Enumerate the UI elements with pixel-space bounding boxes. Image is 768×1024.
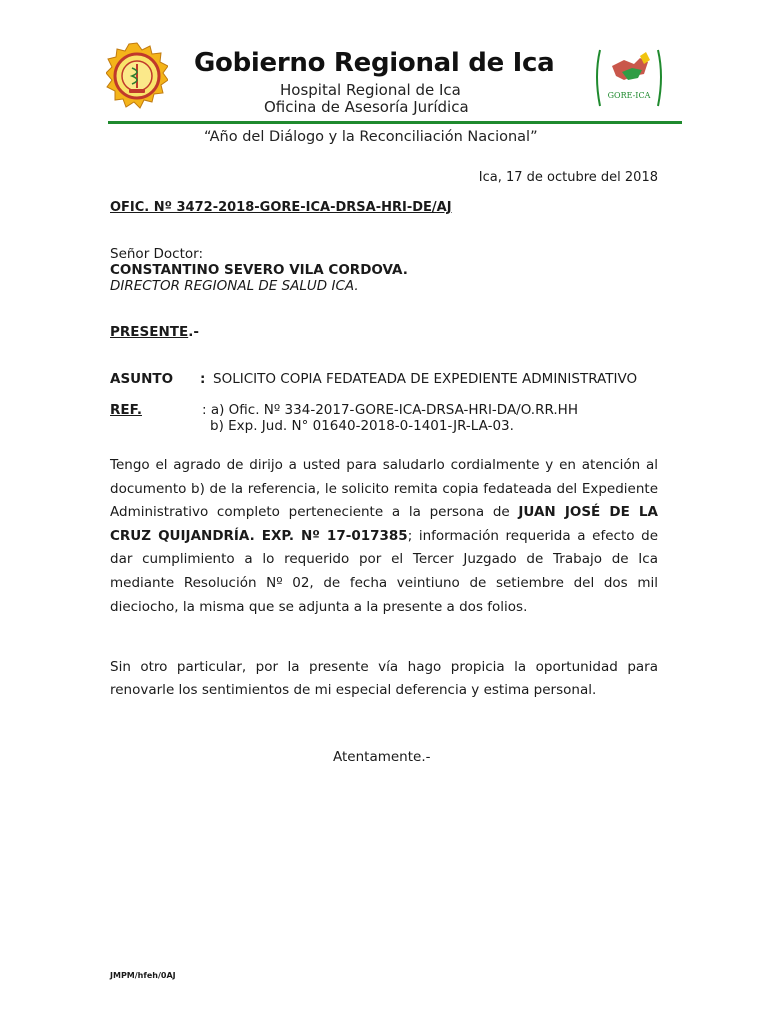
- document-reference-number: OFIC. Nº 3472-2018-GORE-ICA-DRSA-HRI-DE/AJ: [110, 200, 452, 215]
- body-paragraph-1-bold: JUAN JOSÉ DE LA CRUZ QUIJANDRÍA. EXP. Nº 17-017385: [110, 504, 658, 544]
- recipient-name: CONSTANTINO SEVERO VILA CORDOVA.: [110, 262, 408, 278]
- reference-a: : a) Ofic. Nº 334-2017-GORE-ICA-DRSA-HRI-DA/O.RR.HH: [202, 402, 578, 418]
- gore-ica-logo-text: GORE-ICA: [607, 91, 651, 100]
- closing: Atentamente.-: [333, 749, 431, 765]
- header-divider: [108, 121, 682, 124]
- hospital-name: Hospital Regional de Ica: [280, 81, 461, 99]
- office-name: Oficina de Asesoría Jurídica: [264, 98, 469, 116]
- hospital-seal-logo: [106, 42, 168, 112]
- body-paragraph-1: [110, 454, 658, 619]
- recipient-salutation: Señor Doctor:: [110, 246, 204, 262]
- reference-label: REF.: [110, 402, 142, 418]
- government-title: Gobierno Regional de Ica: [194, 48, 555, 78]
- subject-colon: :: [200, 371, 206, 387]
- year-motto: “Año del Diálogo y la Reconciliación Nacional”: [204, 129, 538, 145]
- subject-text: SOLICITO COPIA FEDATEADA DE EXPEDIENTE ADMINISTRATIVO: [213, 371, 638, 387]
- presente-line: [110, 324, 199, 340]
- subject-label: ASUNTO: [110, 371, 174, 387]
- presente-suffix: .-: [188, 324, 199, 340]
- body-paragraph-2: Sin otro particular, por la presente vía hago propicia la oportunidad para renovarle los sentimientos de mi especial deferencia y estima personal.: [110, 659, 658, 698]
- gore-ica-logo: [594, 46, 664, 112]
- presente-word: PRESENTE: [110, 324, 189, 340]
- author-initials: JMPM/hfeh/0AJ: [110, 971, 176, 980]
- body-paragraph-1-end: ; información requerida a efecto de dar cumplimiento a lo requerido por el Tercer Juzgado de Trabajo de Ica mediante Resolución Nº 02, de fecha veintiuno de setiembre del dos mil dieciocho, la misma que se adjunta a la presente a dos folios.: [110, 527, 658, 615]
- reference-b: b) Exp. Jud. N° 01640-2018-0-1401-JR-LA-03.: [210, 418, 514, 434]
- body-paragraph-1-start: Tengo el agrado de dirijo a usted para saludarlo cordialmente y en atención al documento b) de la referencia, le solicito remita copia fedateada del Expediente Administrativo completo perteneciente a la persona de: [110, 457, 658, 521]
- recipient-position: DIRECTOR REGIONAL DE SALUD ICA.: [110, 278, 359, 294]
- document-date: Ica, 17 de octubre del 2018: [478, 170, 658, 185]
